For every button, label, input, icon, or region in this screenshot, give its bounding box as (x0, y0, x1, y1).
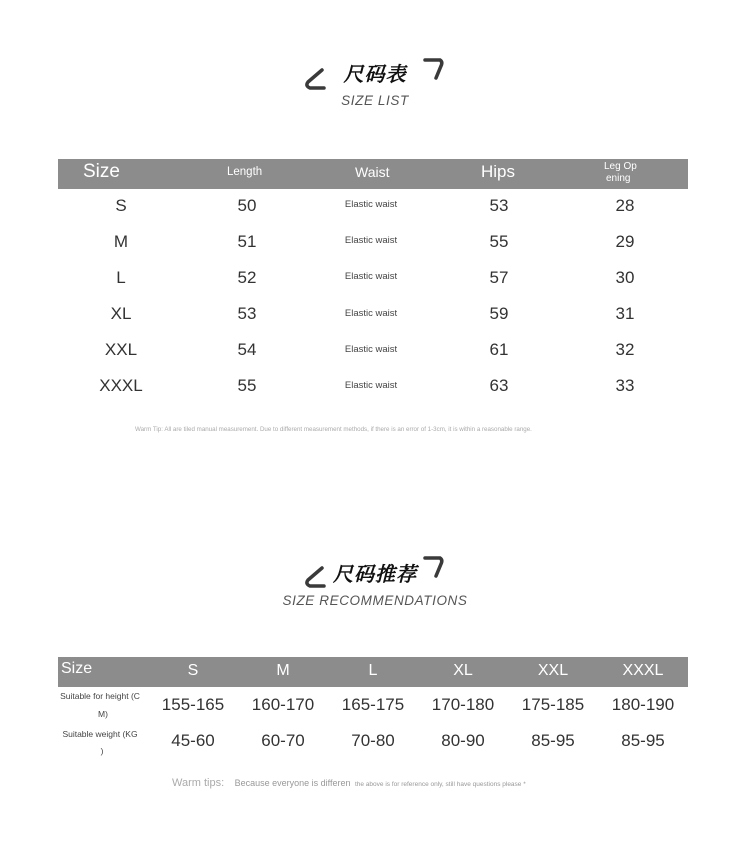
weight-value: 45-60 (171, 731, 215, 750)
header-m: M (276, 662, 290, 679)
cell-length: 53 (237, 304, 257, 323)
weight-value: 60-70 (261, 731, 305, 750)
left-bracket-icon (302, 66, 328, 92)
cell-waist: Elastic waist (344, 235, 398, 246)
cell-hips: 61 (489, 340, 509, 359)
right-bracket-icon (422, 56, 446, 82)
height-value: 180-190 (611, 695, 675, 714)
weight-value: 85-95 (621, 731, 665, 750)
cell-leg-opening: 28 (615, 196, 635, 215)
cell-hips: 53 (489, 196, 509, 215)
cell-waist: Elastic waist (344, 308, 398, 319)
height-label-line-1: Suitable for height (C (60, 691, 140, 701)
cell-size: XXL (104, 340, 138, 359)
header-hips: Hips (481, 162, 516, 181)
warm-tip-label: Warm tips: (172, 777, 225, 789)
cell-leg-opening: 30 (615, 268, 635, 287)
cell-hips: 57 (489, 268, 509, 287)
cell-leg-opening: 32 (615, 340, 635, 359)
weight-value: 80-90 (441, 731, 485, 750)
cell-size: XL (110, 304, 132, 323)
cell-size: S (115, 196, 127, 215)
height-value: 170-180 (431, 695, 495, 714)
cell-hips: 63 (489, 376, 509, 395)
cell-leg-opening: 29 (615, 232, 635, 251)
header-l: L (368, 662, 378, 679)
cell-waist: Elastic waist (344, 344, 398, 355)
header-length: Length (227, 166, 263, 178)
header-s: S (187, 662, 199, 679)
size-list-title-en: SIZE LIST (341, 93, 409, 108)
weight-value: 70-80 (351, 731, 395, 750)
cell-leg-opening: 31 (615, 304, 635, 323)
height-label-line-2: M) (98, 709, 108, 719)
size-recommend-title-cn: 尺码推荐 (333, 562, 417, 586)
warm-tip-rest: the above is for reference only, still have questions please * (354, 781, 526, 788)
weight-label-line-2: ) (100, 746, 104, 756)
cell-size: M (113, 232, 129, 251)
size-list-title (0, 58, 750, 108)
cell-size: L (116, 268, 126, 287)
cell-hips: 59 (489, 304, 509, 323)
size-list-header (58, 159, 688, 189)
weight-label-line-1: Suitable weight (KG (62, 729, 138, 739)
size-recommend-header (58, 657, 688, 687)
right-bracket-icon (422, 554, 446, 580)
size-recommend-title (0, 558, 750, 608)
height-value: 165-175 (341, 695, 405, 714)
size-list-warm-tip: Warm Tip: All are tiled manual measurement. Due to different measurement methods, if there is an error of 1-3cm, it is within a reasonable range. (135, 426, 532, 433)
warm-tip-main: Because everyone is differen (234, 778, 351, 788)
cell-length: 52 (237, 268, 257, 287)
header-xxl: XXL (537, 662, 569, 679)
height-value: 160-170 (251, 695, 315, 714)
cell-length: 50 (237, 196, 257, 215)
cell-waist: Elastic waist (344, 199, 398, 210)
weight-value: 85-95 (531, 731, 575, 750)
header-waist: Waist (355, 164, 390, 180)
cell-size: XXXL (99, 376, 143, 395)
size-recommend-warm-tip (172, 773, 526, 791)
height-value: 155-165 (161, 695, 225, 714)
cell-length: 55 (237, 376, 257, 395)
left-bracket-icon (302, 564, 328, 590)
header-leg-opening-2: ening (606, 173, 631, 184)
cell-hips: 55 (489, 232, 509, 251)
cell-leg-opening: 33 (615, 376, 635, 395)
header-size: Size (61, 660, 93, 677)
header-xl: XL (453, 662, 473, 679)
cell-length: 54 (237, 340, 257, 359)
cell-length: 51 (237, 232, 257, 251)
height-value: 175-185 (521, 695, 585, 714)
header-xxxl: XXXL (622, 662, 664, 679)
size-recommend-title-en: SIZE RECOMMENDATIONS (282, 593, 468, 608)
header-leg-opening-1: Leg Op (604, 161, 637, 172)
header-size: Size (83, 161, 120, 182)
size-list-title-cn: 尺码表 (343, 62, 407, 86)
cell-waist: Elastic waist (344, 380, 398, 391)
cell-waist: Elastic waist (344, 271, 398, 282)
